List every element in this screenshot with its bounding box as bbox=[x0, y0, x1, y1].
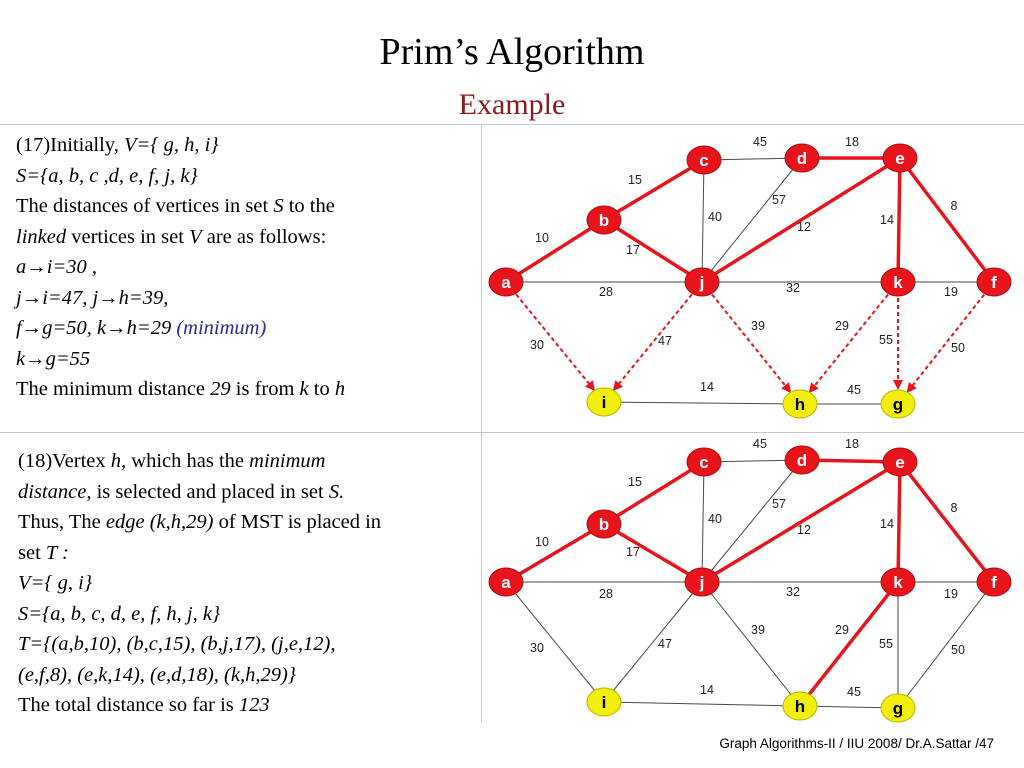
node-i bbox=[587, 688, 621, 716]
step18-line-6: S={a, b, c, d, e, f, h, j, k} bbox=[18, 602, 221, 625]
edge-i-h bbox=[604, 402, 800, 404]
step17-line-6: j→i=47, j→h=39, bbox=[16, 286, 169, 309]
edge-weight-h-g: 45 bbox=[847, 383, 861, 397]
node-e bbox=[883, 144, 917, 172]
edge-weight-a-i: 30 bbox=[530, 641, 544, 655]
edge-weight-k-g: 55 bbox=[879, 637, 893, 651]
node-d bbox=[785, 144, 819, 172]
node-g bbox=[881, 694, 915, 722]
node-j bbox=[685, 268, 719, 296]
node-c bbox=[687, 448, 721, 476]
edge-weight-j-k: 32 bbox=[786, 585, 800, 599]
node-c bbox=[687, 146, 721, 174]
edge-weight-b-j: 17 bbox=[626, 243, 640, 257]
edge-weight-k-f: 19 bbox=[944, 285, 958, 299]
tree-edge-e-f bbox=[900, 158, 994, 282]
step18-text bbox=[18, 446, 381, 721]
candidate-edge-k-h bbox=[810, 294, 888, 391]
step17-line-3: The distances of vertices in set S to the bbox=[16, 195, 335, 217]
step17-line-9: The minimum distance 29 is from k to h bbox=[16, 378, 346, 400]
edge-weight-d-j: 57 bbox=[772, 497, 786, 511]
node-label-j: j bbox=[699, 573, 705, 592]
edge-weight-d-j: 57 bbox=[772, 193, 786, 207]
edge-weight-e-j: 12 bbox=[797, 220, 811, 234]
candidate-edge-j-i bbox=[614, 294, 692, 389]
edge-weight-d-e: 18 bbox=[845, 437, 859, 451]
edge-weight-f-g: 50 bbox=[951, 341, 965, 355]
edge-weight-e-k: 14 bbox=[880, 213, 894, 227]
tree-edge-b-j bbox=[604, 524, 702, 582]
node-label-b: b bbox=[598, 515, 610, 534]
node-label-d: d bbox=[796, 149, 808, 168]
step17-line-8: k→g=55 bbox=[16, 347, 91, 370]
edge-i-h bbox=[604, 702, 800, 706]
node-label-c: c bbox=[699, 453, 709, 472]
node-label-i: i bbox=[601, 393, 607, 412]
edge-weight-c-d: 45 bbox=[753, 135, 767, 149]
step18-line-5: V={ g, i} bbox=[18, 572, 93, 594]
node-label-e: e bbox=[895, 453, 905, 472]
step18-line-8: (e,f,8), (e,k,14), (e,d,18), (k,h,29)} bbox=[18, 663, 297, 686]
edge-weight-c-j: 40 bbox=[708, 210, 722, 224]
node-e bbox=[883, 448, 917, 476]
edge-c-j bbox=[702, 462, 704, 582]
step17-line-5: a→i=30 , bbox=[16, 256, 98, 278]
edge-weight-e-f: 8 bbox=[950, 501, 958, 515]
edge-a-i bbox=[506, 582, 604, 702]
edge-weight-b-c: 15 bbox=[628, 173, 642, 187]
node-label-e: e bbox=[895, 149, 905, 168]
node-h bbox=[783, 692, 817, 720]
edge-weight-a-b: 10 bbox=[535, 535, 549, 549]
node-label-k: k bbox=[893, 273, 903, 292]
tree-edge-e-f bbox=[900, 462, 994, 582]
edge-weight-b-j: 17 bbox=[626, 545, 640, 559]
tree-edge-a-b bbox=[506, 524, 604, 582]
edge-weight-d-e: 18 bbox=[845, 135, 859, 149]
minimum-note: (minimum) bbox=[176, 317, 267, 339]
top-divider bbox=[0, 124, 1024, 125]
edge-j-h bbox=[702, 582, 800, 706]
candidate-edge-a-i bbox=[516, 294, 594, 389]
node-f bbox=[977, 268, 1011, 296]
node-label-j: j bbox=[699, 273, 705, 292]
tree-edge-a-b bbox=[506, 220, 604, 282]
edge-weight-k-h: 29 bbox=[835, 623, 849, 637]
node-d bbox=[785, 446, 819, 474]
step17-line-1: (17)Initially, V={ g, h, i} bbox=[16, 134, 219, 156]
node-h bbox=[783, 390, 817, 418]
edge-weight-i-h: 14 bbox=[700, 683, 714, 697]
edge-weight-i-h: 14 bbox=[700, 380, 714, 394]
node-label-c: c bbox=[699, 151, 709, 170]
tree-edge-e-j bbox=[702, 462, 900, 582]
edge-weight-c-d: 45 bbox=[753, 437, 767, 451]
edge-weight-j-k: 32 bbox=[786, 281, 800, 295]
edge-weight-c-j: 40 bbox=[708, 512, 722, 526]
node-label-f: f bbox=[991, 273, 997, 292]
node-a bbox=[489, 268, 523, 296]
step17-line-4: linked vertices in set V are as follows: bbox=[16, 225, 327, 248]
tree-edge-b-j bbox=[604, 220, 702, 282]
node-label-f: f bbox=[991, 573, 997, 592]
slide-footer: Graph Algorithms-II / IIU 2008/ Dr.A.Sattar /47 bbox=[719, 736, 994, 751]
edge-weight-h-g: 45 bbox=[847, 685, 861, 699]
edge-c-j bbox=[702, 160, 704, 282]
edge-weight-e-k: 14 bbox=[880, 517, 894, 531]
step17-text bbox=[16, 130, 345, 405]
node-g bbox=[881, 390, 915, 418]
graph-step17 bbox=[482, 126, 1022, 432]
node-label-b: b bbox=[598, 211, 610, 230]
edge-weight-j-i: 47 bbox=[658, 637, 672, 651]
edge-weight-j-i: 47 bbox=[658, 334, 672, 348]
node-a bbox=[489, 568, 523, 596]
edge-weight-b-c: 15 bbox=[628, 475, 642, 489]
edge-weight-a-b: 10 bbox=[535, 231, 549, 245]
tree-edge-b-c bbox=[604, 462, 704, 524]
tree-edge-b-c bbox=[604, 160, 704, 220]
node-b bbox=[587, 206, 621, 234]
edge-weight-k-g: 55 bbox=[879, 333, 893, 347]
step18-line-7: T={(a,b,10), (b,c,15), (b,j,17), (j,e,12), bbox=[18, 633, 336, 655]
node-i bbox=[587, 388, 621, 416]
edge-weight-e-f: 8 bbox=[950, 199, 958, 213]
step18-line-2: distance, is selected and placed in set S. bbox=[18, 480, 345, 503]
node-k bbox=[881, 268, 915, 296]
node-label-g: g bbox=[892, 699, 904, 718]
edge-weight-k-h: 29 bbox=[835, 319, 849, 333]
node-label-a: a bbox=[501, 273, 511, 292]
step18-line-1: (18)Vertex h, which has the minimum bbox=[18, 450, 326, 472]
graph-step18 bbox=[482, 434, 1022, 722]
node-j bbox=[685, 568, 719, 596]
node-label-g: g bbox=[892, 395, 904, 414]
middle-divider bbox=[0, 432, 1024, 433]
node-label-h: h bbox=[794, 395, 806, 414]
node-label-k: k bbox=[893, 573, 903, 592]
candidate-edge-j-h bbox=[712, 294, 790, 391]
step18-line-9: The total distance so far is 123 bbox=[18, 694, 270, 716]
tree-edge-e-k bbox=[898, 158, 900, 282]
node-k bbox=[881, 568, 915, 596]
step17-line-2: S={a, b, c ,d, e, f, j, k} bbox=[16, 164, 198, 187]
slide-title: Prim’s Algorithm bbox=[379, 31, 645, 73]
edge-weight-f-g: 50 bbox=[951, 643, 965, 657]
candidate-edge-f-g bbox=[908, 295, 984, 392]
node-b bbox=[587, 510, 621, 538]
step17-line-7: f→g=50, k→h=29 (minimum) bbox=[16, 317, 267, 339]
edge-weight-j-h: 39 bbox=[751, 623, 765, 637]
edge-weight-k-f: 19 bbox=[944, 587, 958, 601]
node-label-d: d bbox=[796, 451, 808, 470]
step18-line-4: set T : bbox=[18, 541, 69, 564]
node-label-a: a bbox=[501, 573, 511, 592]
edge-weight-a-i: 30 bbox=[530, 338, 544, 352]
node-label-i: i bbox=[601, 693, 607, 712]
node-f bbox=[977, 568, 1011, 596]
edge-j-i bbox=[604, 582, 702, 702]
step18-line-3: Thus, The edge (k,h,29) of MST is placed in bbox=[18, 511, 382, 533]
tree-edge-e-k bbox=[898, 462, 900, 582]
edge-weight-a-j: 28 bbox=[599, 285, 613, 299]
slide-subtitle: Example bbox=[458, 88, 566, 121]
edge-weight-a-j: 28 bbox=[599, 587, 613, 601]
edge-weight-j-h: 39 bbox=[751, 319, 765, 333]
edge-weight-e-j: 12 bbox=[797, 523, 811, 537]
node-label-h: h bbox=[794, 697, 806, 716]
